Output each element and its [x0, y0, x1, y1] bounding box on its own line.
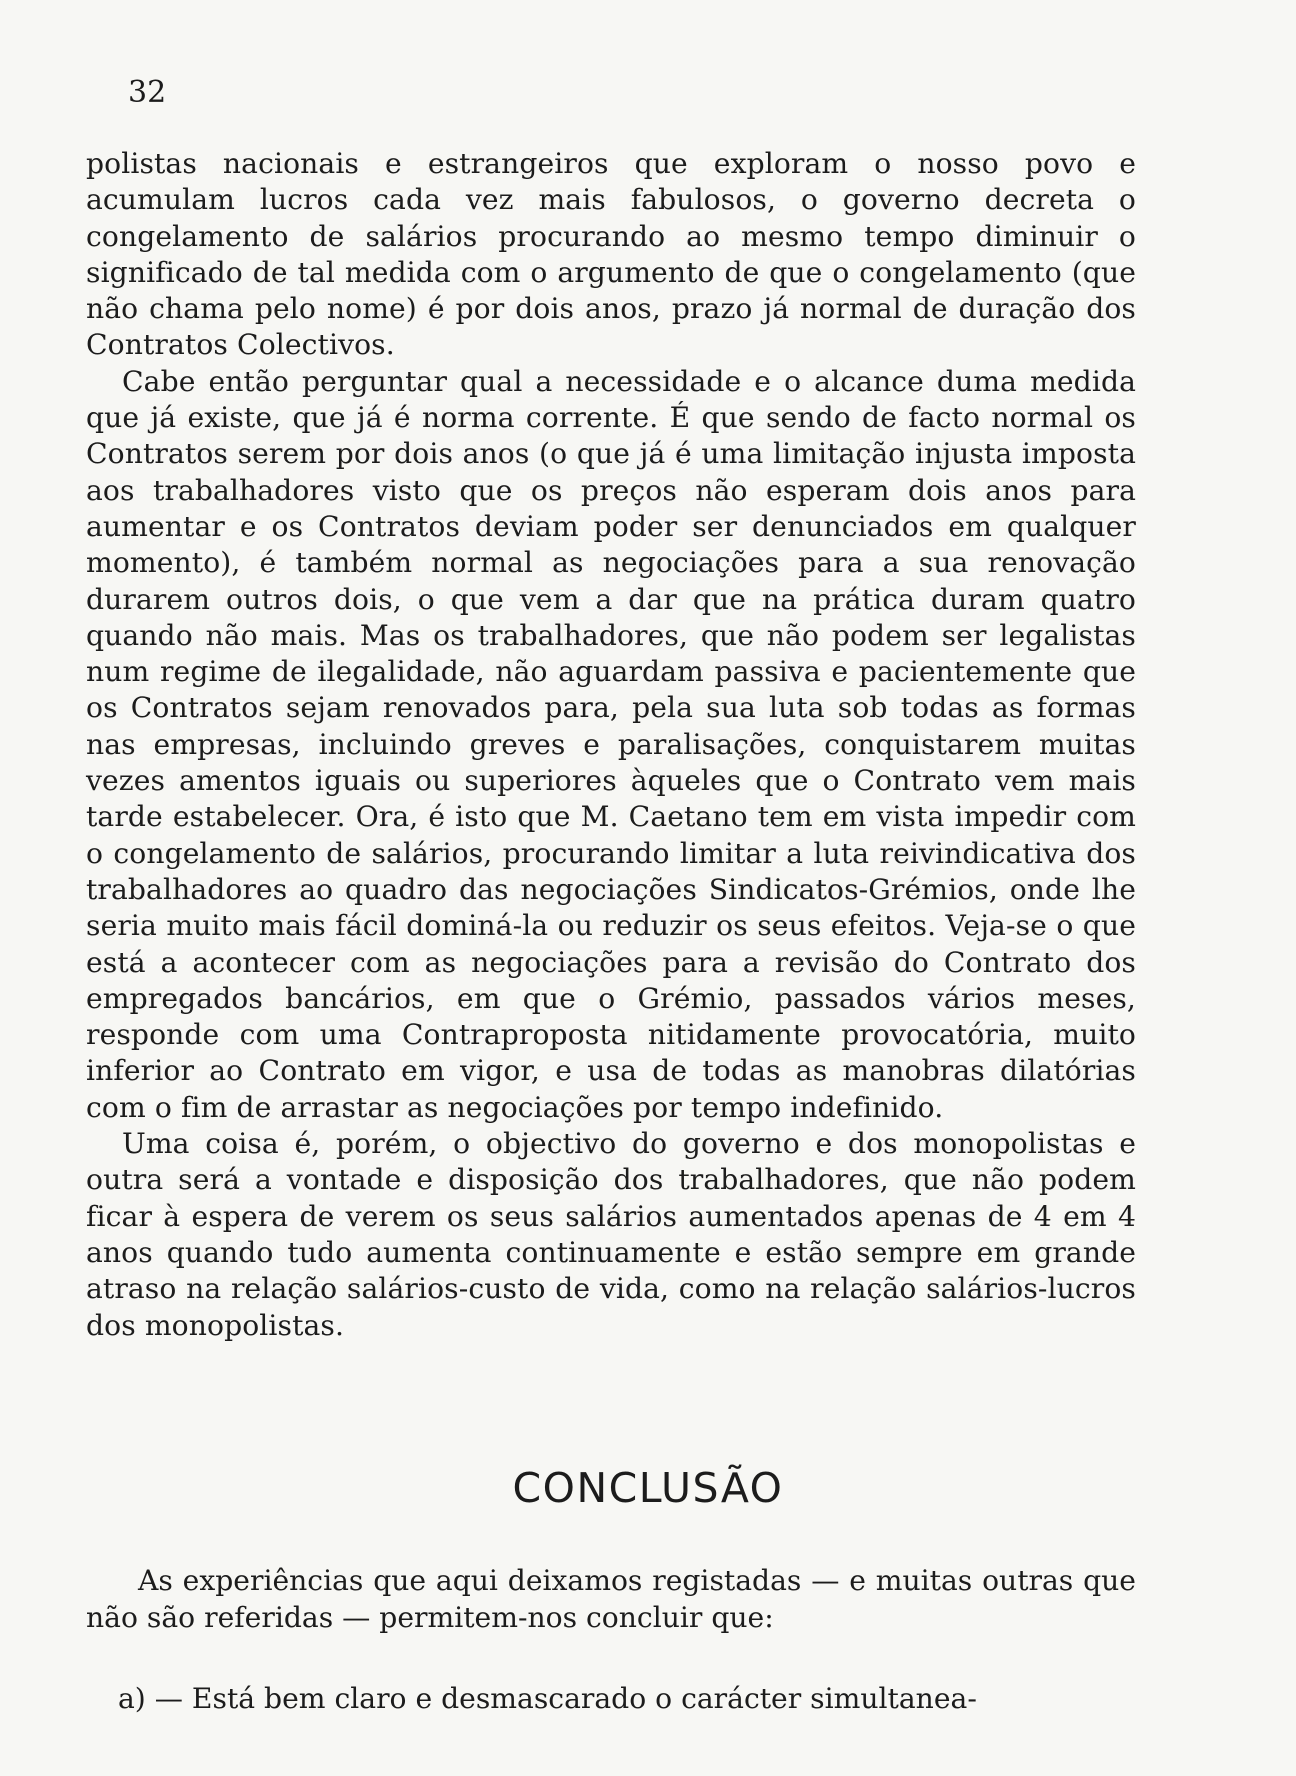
body-text: [86, 146, 1136, 1344]
page-number: 32: [128, 75, 167, 110]
paragraph-2: Cabe então perguntar qual a necessidade e o alcance duma medida que já existe, que já é norma corrente. É que sendo de facto normal os Contratos serem por dois anos (o que já é uma limitação injusta imposta aos trabalhadores visto que os preços não esperam dois anos para aumentar e os Contratos deviam poder ser denunciados em qualquer momento), é também normal as negociações para a sua renovação durarem outros dois, o que vem a dar que na prática duram quatro quando não mais. Mas os trabalhadores, que não podem ser legalistas num regime de ilegalidade, não aguardam passiva e pacientemente que os Contratos sejam renovados para, pela sua luta sob todas as formas nas empresas, incluindo greves e paralisações, conquistarem muitas vezes amentos iguais ou superiores àqueles que o Contrato vem mais tarde estabelecer. Ora, é isto que M. Caetano tem em vista impedir com o congelamento de salários, procurando limitar a luta reivindicativa dos trabalhadores ao quadro das negociações Sindicatos-Grémios, onde lhe seria muito mais fácil dominá-la ou reduzir os seus efeitos. Veja-se o que está a acontecer com as negociações para a revisão do Contrato dos empregados bancários, em que o Grémio, passados vários meses, responde com uma Contraproposta nitidamente provocatória, muito inferior ao Contrato em vigor, e usa de todas as manobras dilatórias com o fim de arrastar as negociações por tempo indefinido.: [86, 364, 1136, 1124]
paragraph-1: polistas nacionais e estrangeiros que exploram o nosso povo e acumulam lucros cada vez mais fabulosos, o governo decreta o congelamento de salários procurando ao mesmo tempo diminuir o significado de tal medida com o argumento de que o congelamento (que não chama pelo nome) é por dois anos, prazo já normal de duração dos Contratos Colectivos.: [86, 147, 1136, 362]
section-heading: CONCLUSÃO: [512, 1464, 784, 1512]
conclusion-intro: As experiências que aqui deixamos registadas — e muitas outras que não são referidas — permitem-nos concluir que:: [86, 1564, 1136, 1634]
paragraph-3: Uma coisa é, porém, o objectivo do governo e dos monopolistas e outra será a vontade e disposição dos trabalhadores, que não podem ficar à espera de verem os seus salários aumentados apenas de 4 em 4 anos quando tudo aumenta continuamente e estão sempre em grande atraso na relação salários-custo de vida, como na relação salários-lucros dos monopolistas.: [86, 1127, 1136, 1342]
conclusion-item-a: a) — Está bem claro e desmascarado o carácter simultanea-: [118, 1682, 977, 1715]
